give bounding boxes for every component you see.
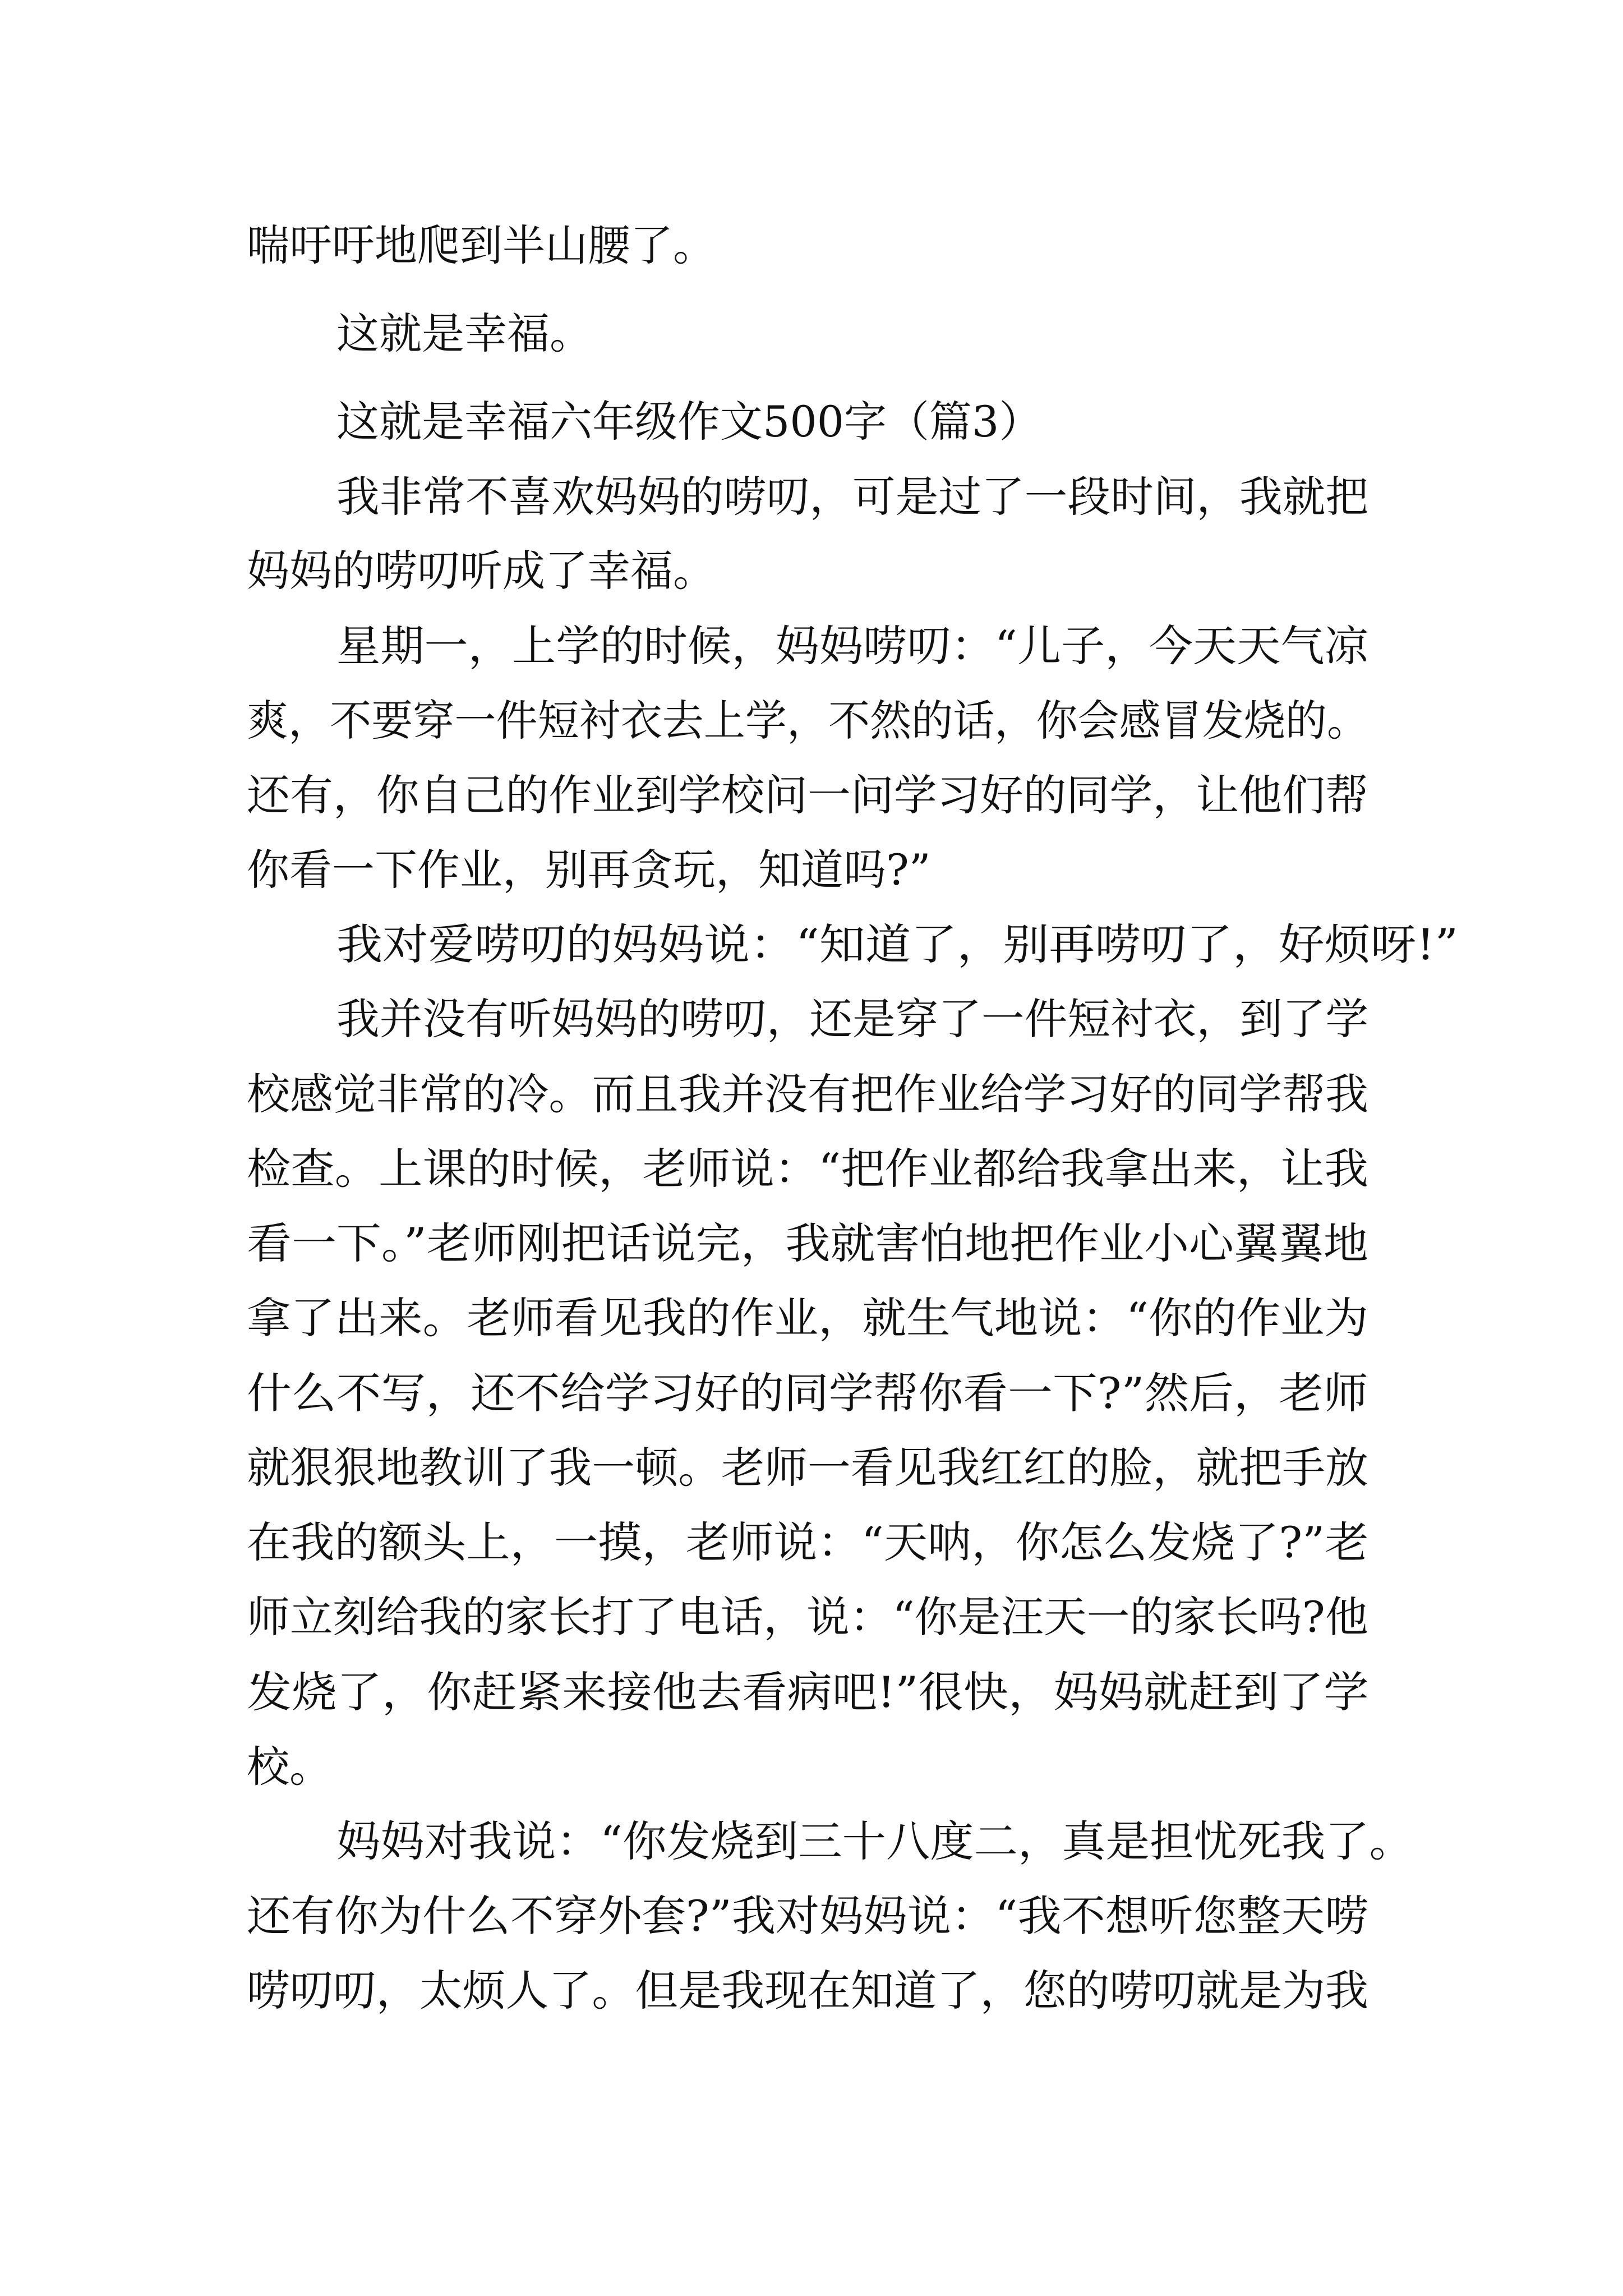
text-line: 在我的额头上，一摸，老师说：“天呐，你怎么发烧了?”老	[247, 1517, 1369, 1567]
text-line: 我非常不喜欢妈妈的唠叨，可是过了一段时间，我就把	[336, 472, 1369, 522]
text-line: 爽，不要穿一件短衬衣去上学，不然的话，你会感冒发烧的。	[247, 696, 1369, 746]
text-line: 校。	[247, 1742, 332, 1792]
text-line: 发烧了，你赶紧来接他去看病吧!”很快，妈妈就赶到了学	[247, 1667, 1369, 1717]
text-line: 看一下。”老师刚把话说完，我就害怕地把作业小心翼翼地	[247, 1218, 1368, 1268]
text-line: 师立刻给我的家长打了电话，说：“你是汪天一的家长吗?他	[247, 1592, 1368, 1642]
text-line: 妈妈对我说：“你发烧到三十八度二，真是担忧死我了。	[336, 1816, 1413, 1866]
text-line: 我并没有听妈妈的唠叨，还是穿了一件短衬衣，到了学	[336, 994, 1369, 1044]
text-line: 你看一下作业，别再贪玩，知道吗?”	[247, 845, 931, 895]
text-line: 星期一，上学的时候，妈妈唠叨：“儿子，今天天气凉	[336, 621, 1368, 671]
text-line: 拿了出来。老师看见我的作业，就生气地说：“你的作业为	[247, 1293, 1368, 1343]
text-line: 校感觉非常的冷。而且我并没有把作业给学习好的同学帮我	[247, 1069, 1368, 1119]
text-line: 就狠狠地教训了我一顿。老师一看见我红红的脸，就把手放	[247, 1443, 1368, 1493]
text-line: 喘吁吁地爬到半山腰了。	[247, 220, 716, 270]
text-line: 还有你为什么不穿外套?”我对妈妈说：“我不想听您整天唠	[247, 1891, 1369, 1941]
text-line: 唠叨叨，太烦人了。但是我现在知道了，您的唠叨就是为我	[247, 1966, 1368, 2016]
text-line: 什么不写，还不给学习好的同学帮你看一下?”然后，老师	[247, 1368, 1368, 1418]
section-heading: 这就是幸福六年级作文500字（篇3）	[336, 397, 1042, 447]
text-line: 妈妈的唠叨听成了幸福。	[247, 546, 716, 596]
text-line: 还有，你自己的作业到学校问一问学习好的同学，让他们帮	[247, 770, 1368, 820]
text-line: 我对爱唠叨的妈妈说：“知道了，别再唠叨了，好烦呀!”	[336, 919, 1459, 969]
text-line: 这就是幸福。	[336, 309, 592, 358]
text-line: 检查。上课的时候，老师说：“把作业都给我拿出来，让我	[247, 1144, 1368, 1194]
